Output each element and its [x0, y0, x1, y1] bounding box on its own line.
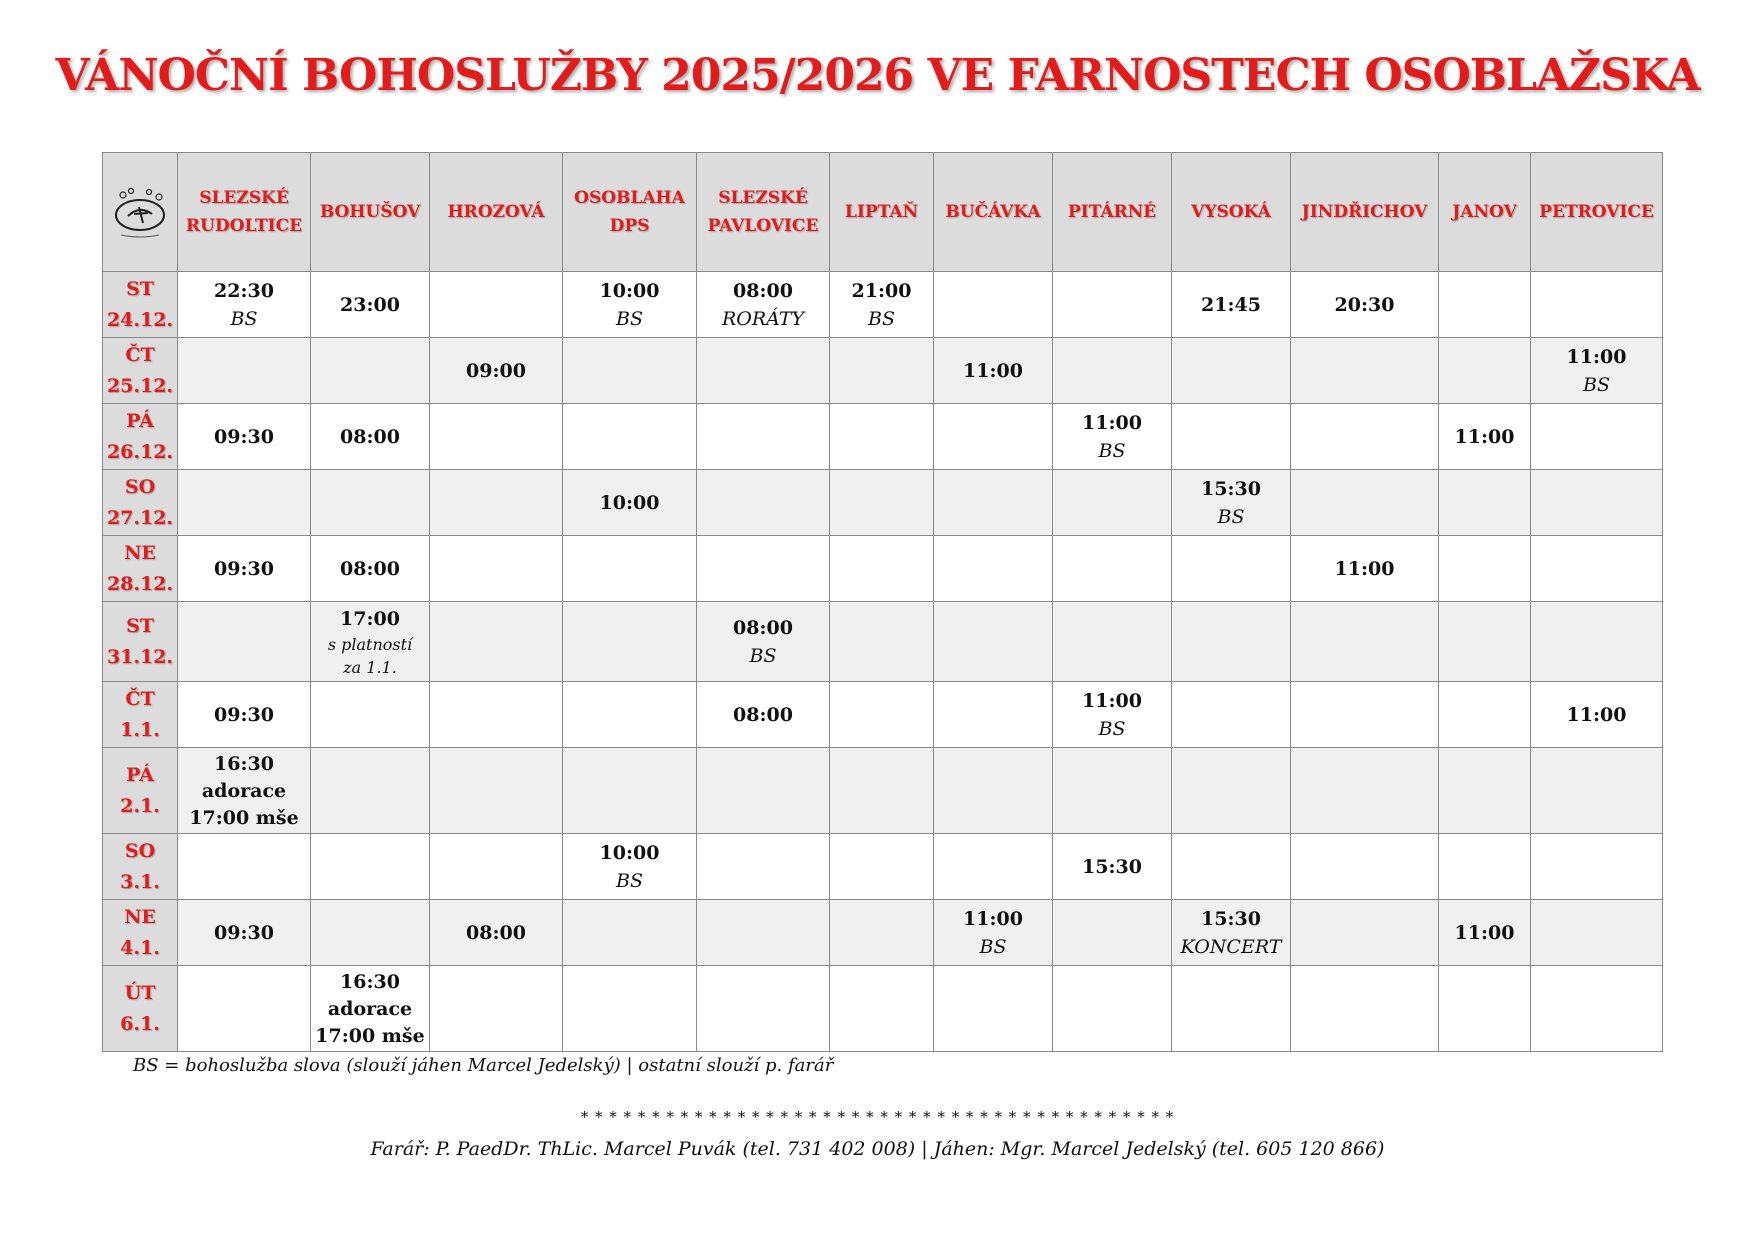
service-cell — [1439, 602, 1531, 682]
service-time-secondary: 17:00 mše — [315, 1024, 425, 1047]
service-cell — [1172, 900, 1291, 966]
service-cell — [430, 272, 563, 338]
service-cell — [1172, 272, 1291, 338]
service-cell — [697, 900, 830, 966]
service-cell — [934, 272, 1053, 338]
service-cell — [430, 834, 563, 900]
service-cell — [1291, 470, 1439, 536]
service-cell — [830, 682, 934, 748]
service-cell — [311, 272, 430, 338]
service-time: 08:00 — [733, 616, 793, 639]
service-cell — [1172, 966, 1291, 1052]
service-cell — [934, 834, 1053, 900]
service-cell — [563, 966, 697, 1052]
service-cell — [1531, 834, 1663, 900]
service-cell — [1439, 338, 1531, 404]
service-cell — [1531, 900, 1663, 966]
column-header: BUČÁVKA — [934, 153, 1053, 272]
date-label: 3.1. — [120, 870, 160, 893]
service-cell — [830, 404, 934, 470]
date-label: 1.1. — [120, 718, 160, 741]
service-time: 21:45 — [1201, 293, 1261, 316]
service-time: 21:00 — [851, 279, 912, 302]
service-cell — [1531, 748, 1663, 834]
service-note: RORÁTY — [721, 307, 805, 330]
service-time: 08:00 — [340, 557, 400, 580]
service-cell — [430, 536, 563, 602]
service-time: 10:00 — [599, 491, 660, 514]
day-label: ST — [126, 277, 154, 300]
date-label: 24.12. — [106, 308, 174, 331]
service-time: 11:00 — [1566, 703, 1627, 726]
schedule-row — [103, 900, 1663, 966]
service-cell — [1439, 966, 1531, 1052]
service-cell — [830, 602, 934, 682]
service-cell — [697, 272, 830, 338]
service-time: 09:00 — [466, 359, 526, 382]
service-cell — [311, 470, 430, 536]
service-cell — [830, 748, 934, 834]
column-header: OSOBLAHA DPS — [563, 153, 697, 272]
service-time: 16:30 — [214, 752, 274, 775]
page-title: VÁNOČNÍ BOHOSLUŽBY 2025/2026 VE FARNOSTECH OSOBLAŽSKA — [55, 50, 1700, 101]
service-cell — [830, 338, 934, 404]
day-cell — [103, 748, 178, 834]
service-time: 11:00 — [1454, 425, 1515, 448]
service-cell — [311, 682, 430, 748]
service-time: 10:00 — [599, 279, 660, 302]
service-cell — [178, 470, 311, 536]
service-cell — [1053, 602, 1172, 682]
service-cell — [934, 748, 1053, 834]
service-cell — [1172, 602, 1291, 682]
service-time: 08:00 — [733, 279, 793, 302]
day-label: ČT — [125, 343, 155, 366]
column-header: BOHUŠOV — [311, 153, 430, 272]
date-label: 6.1. — [120, 1012, 160, 1035]
service-time: 09:30 — [214, 703, 274, 726]
service-cell — [1291, 834, 1439, 900]
date-label: 2.1. — [120, 794, 160, 817]
service-cell — [934, 404, 1053, 470]
service-cell — [1053, 682, 1172, 748]
service-cell — [430, 338, 563, 404]
schedule-row — [103, 404, 1663, 470]
service-time: 17:00 — [340, 607, 400, 630]
service-cell — [563, 900, 697, 966]
service-cell — [1291, 966, 1439, 1052]
day-label: SO — [124, 839, 156, 862]
service-cell — [311, 536, 430, 602]
service-cell — [830, 966, 934, 1052]
service-type: adorace — [327, 997, 413, 1020]
service-cell — [563, 470, 697, 536]
service-cell — [563, 834, 697, 900]
day-label: NE — [124, 541, 156, 564]
service-cell — [697, 834, 830, 900]
service-cell — [178, 602, 311, 682]
service-cell — [1053, 272, 1172, 338]
service-cell — [1439, 272, 1531, 338]
day-cell — [103, 338, 178, 404]
service-cell — [178, 272, 311, 338]
service-cell — [830, 834, 934, 900]
service-cell — [311, 404, 430, 470]
schedule-row — [103, 682, 1663, 748]
service-cell — [1291, 272, 1439, 338]
service-cell — [697, 536, 830, 602]
service-cell — [178, 966, 311, 1052]
service-cell — [1291, 338, 1439, 404]
service-cell — [311, 748, 430, 834]
service-time: 23:00 — [340, 293, 400, 316]
service-cell — [1531, 966, 1663, 1052]
service-cell — [1531, 536, 1663, 602]
service-time: 11:00 — [1082, 689, 1142, 712]
service-cell — [430, 470, 563, 536]
service-cell — [1291, 900, 1439, 966]
service-time: 08:00 — [733, 703, 793, 726]
service-cell — [311, 834, 430, 900]
service-cell — [1291, 682, 1439, 748]
day-label: PÁ — [126, 409, 154, 432]
day-cell — [103, 602, 178, 682]
service-cell — [1531, 272, 1663, 338]
service-note: BS — [616, 307, 643, 330]
day-cell — [103, 682, 178, 748]
day-cell — [103, 470, 178, 536]
service-cell — [563, 602, 697, 682]
service-cell — [1053, 338, 1172, 404]
service-cell — [1531, 602, 1663, 682]
service-cell — [1172, 748, 1291, 834]
service-cell — [1291, 536, 1439, 602]
service-note: KONCERT — [1180, 935, 1282, 958]
service-cell — [830, 272, 934, 338]
day-cell — [103, 834, 178, 900]
service-cell — [1172, 470, 1291, 536]
service-note: BS — [1217, 505, 1245, 528]
service-cell — [697, 470, 830, 536]
service-cell — [178, 900, 311, 966]
service-cell — [563, 748, 697, 834]
service-cell — [1053, 470, 1172, 536]
service-cell — [430, 748, 563, 834]
service-time: 09:30 — [214, 425, 274, 448]
day-label: ČT — [125, 687, 155, 710]
service-cell — [1531, 338, 1663, 404]
service-cell — [178, 404, 311, 470]
service-time: 16:30 — [340, 970, 400, 993]
schedule-row — [103, 748, 1663, 834]
service-cell — [934, 536, 1053, 602]
service-cell — [1291, 602, 1439, 682]
contact-info: Farář: P. PaedDr. ThLic. Marcel Puvák (tel. 731 402 008) | Jáhen: Mgr. Marcel Jedelský (tel. 605 120 866) — [370, 1138, 1385, 1160]
column-header: PETROVICE — [1531, 153, 1663, 272]
service-cell — [1053, 900, 1172, 966]
day-cell — [103, 966, 178, 1052]
service-cell — [1172, 682, 1291, 748]
service-cell — [430, 682, 563, 748]
day-label: ÚT — [124, 981, 156, 1004]
service-note: s platností — [327, 634, 413, 654]
service-time: 11:00 — [1566, 345, 1627, 368]
service-cell — [563, 682, 697, 748]
service-cell — [563, 338, 697, 404]
service-cell — [1172, 338, 1291, 404]
service-cell — [178, 748, 311, 834]
service-note: BS — [979, 935, 1007, 958]
service-cell — [311, 338, 430, 404]
service-cell — [1053, 536, 1172, 602]
service-note: BS — [868, 307, 895, 330]
service-cell — [1053, 834, 1172, 900]
column-header: LIPTAŇ — [830, 153, 934, 272]
service-cell — [697, 682, 830, 748]
date-label: 28.12. — [106, 572, 174, 595]
service-note: BS — [749, 644, 777, 667]
service-cell — [697, 338, 830, 404]
day-cell — [103, 536, 178, 602]
service-cell — [563, 404, 697, 470]
column-header: JINDŘICHOV — [1291, 153, 1439, 272]
day-cell — [103, 272, 178, 338]
service-cell — [934, 470, 1053, 536]
service-cell — [178, 338, 311, 404]
service-note: BS — [1583, 373, 1610, 396]
service-time: 09:30 — [214, 557, 274, 580]
schedule-row — [103, 272, 1663, 338]
service-cell — [1531, 470, 1663, 536]
service-cell — [178, 682, 311, 748]
day-label: SO — [124, 475, 156, 498]
column-header: JANOV — [1439, 153, 1531, 272]
service-cell — [697, 602, 830, 682]
service-cell — [1172, 404, 1291, 470]
schedule-row — [103, 536, 1663, 602]
service-note: BS — [230, 307, 258, 330]
service-cell — [697, 748, 830, 834]
service-cell — [178, 536, 311, 602]
service-time: 11:00 — [1334, 557, 1395, 580]
day-label: PÁ — [126, 763, 154, 786]
service-cell — [1291, 404, 1439, 470]
service-time: 15:30 — [1201, 907, 1261, 930]
service-cell — [430, 966, 563, 1052]
service-cell — [934, 602, 1053, 682]
service-note: BS — [616, 869, 643, 892]
service-cell — [934, 900, 1053, 966]
service-cell — [830, 536, 934, 602]
service-cell — [1531, 682, 1663, 748]
service-cell — [934, 682, 1053, 748]
service-cell — [830, 900, 934, 966]
schedule-row — [103, 602, 1663, 682]
service-cell — [430, 404, 563, 470]
column-header: VYSOKÁ — [1172, 153, 1291, 272]
service-type: adorace — [201, 779, 287, 802]
service-cell — [1439, 470, 1531, 536]
service-cell — [311, 602, 430, 682]
schedule-row — [103, 834, 1663, 900]
service-cell — [1531, 404, 1663, 470]
service-cell — [563, 272, 697, 338]
day-label: ST — [126, 614, 154, 637]
schedule-row — [103, 470, 1663, 536]
service-cell — [1439, 682, 1531, 748]
service-cell — [1172, 536, 1291, 602]
service-cell — [830, 470, 934, 536]
date-label: 26.12. — [106, 440, 174, 463]
day-label: NE — [124, 905, 156, 928]
service-cell — [1172, 834, 1291, 900]
service-time-secondary: 17:00 mše — [189, 806, 299, 829]
service-cell — [1053, 404, 1172, 470]
service-time: 15:30 — [1082, 855, 1142, 878]
service-cell — [697, 404, 830, 470]
service-note: BS — [1098, 717, 1126, 740]
service-cell — [1439, 536, 1531, 602]
parish-logo-icon — [109, 183, 171, 241]
legend-footnote: BS = bohoslužba slova (slouží jáhen Marcel Jedelský) | ostatní slouží p. farář — [133, 1055, 834, 1076]
day-cell — [103, 404, 178, 470]
date-label: 31.12. — [106, 645, 174, 668]
column-header: SLEZSKÉ PAVLOVICE — [697, 153, 830, 272]
service-time: 08:00 — [466, 921, 526, 944]
service-cell — [430, 602, 563, 682]
date-label: 25.12. — [106, 374, 174, 397]
service-cell — [934, 966, 1053, 1052]
service-cell — [1439, 748, 1531, 834]
service-cell — [430, 900, 563, 966]
day-cell — [103, 900, 178, 966]
service-time: 11:00 — [963, 907, 1023, 930]
service-cell — [1053, 748, 1172, 834]
service-time: 15:30 — [1201, 477, 1261, 500]
date-label: 27.12. — [106, 506, 174, 529]
service-time: 11:00 — [1082, 411, 1142, 434]
service-note: BS — [1098, 439, 1126, 462]
service-cell — [311, 900, 430, 966]
column-header: HROZOVÁ — [430, 153, 563, 272]
column-header: SLEZSKÉ RUDOLTICE — [178, 153, 311, 272]
service-cell — [1439, 900, 1531, 966]
logo-cell — [103, 153, 178, 272]
service-cell — [1053, 966, 1172, 1052]
service-time: 11:00 — [963, 359, 1023, 382]
service-time: 10:00 — [599, 841, 660, 864]
service-time: 09:30 — [214, 921, 274, 944]
service-cell — [311, 966, 430, 1052]
date-label: 4.1. — [120, 936, 160, 959]
service-cell — [934, 338, 1053, 404]
schedule-row — [103, 966, 1663, 1052]
service-time: 11:00 — [1454, 921, 1515, 944]
schedule-row — [103, 338, 1663, 404]
header-row — [103, 153, 1663, 272]
service-cell — [1439, 404, 1531, 470]
service-time: 22:30 — [214, 279, 274, 302]
column-header: PITÁRNÉ — [1053, 153, 1172, 272]
service-cell — [1439, 834, 1531, 900]
service-cell — [697, 966, 830, 1052]
service-time: 20:30 — [1334, 293, 1395, 316]
service-time: 08:00 — [340, 425, 400, 448]
service-cell — [178, 834, 311, 900]
schedule-table — [102, 152, 1663, 1052]
service-cell — [563, 536, 697, 602]
service-cell — [1291, 748, 1439, 834]
divider-stars: * * * * * * * * * * * * * * * * * * * * * * * * * * * * * * * * * * * * * * * * * * — [580, 1108, 1175, 1126]
service-note: za 1.1. — [343, 657, 397, 677]
